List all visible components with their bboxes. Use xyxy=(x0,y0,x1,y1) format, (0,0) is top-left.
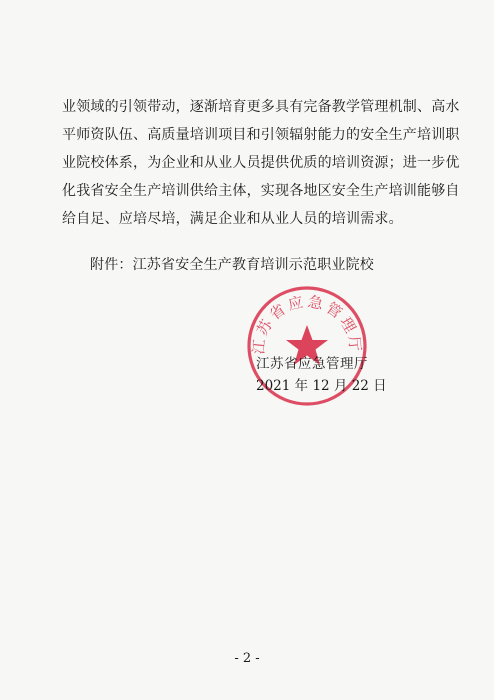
attachment-line: 附件：江苏省安全生产教育培训示范职业院校 xyxy=(90,257,374,273)
body-line-3: 业院校体系，为企业和从业人员提供优质的培训资源；进一步优 xyxy=(62,155,460,171)
svg-text:江苏省应急管理厅: 江苏省应急管理厅 xyxy=(249,292,365,356)
body-line-1: 业领域的引领带动，逐渐培育更多具有完备教学管理机制、高水 xyxy=(62,99,460,115)
signature-date: 2021 年 12 月 22 日 xyxy=(256,378,387,394)
page-number: - 2 - xyxy=(234,651,260,666)
body-line-2: 平师资队伍、高质量培训项目和引领辐射能力的安全生产培训职 xyxy=(62,127,460,143)
body-line-5: 给自足、应培尽培，满足企业和从业人员的培训需求。 xyxy=(62,211,403,227)
body-line-4: 化我省安全生产培训供给主体，实现各地区安全生产培训能够自 xyxy=(62,183,460,199)
signature-organization: 江苏省应急管理厅 xyxy=(256,356,368,372)
